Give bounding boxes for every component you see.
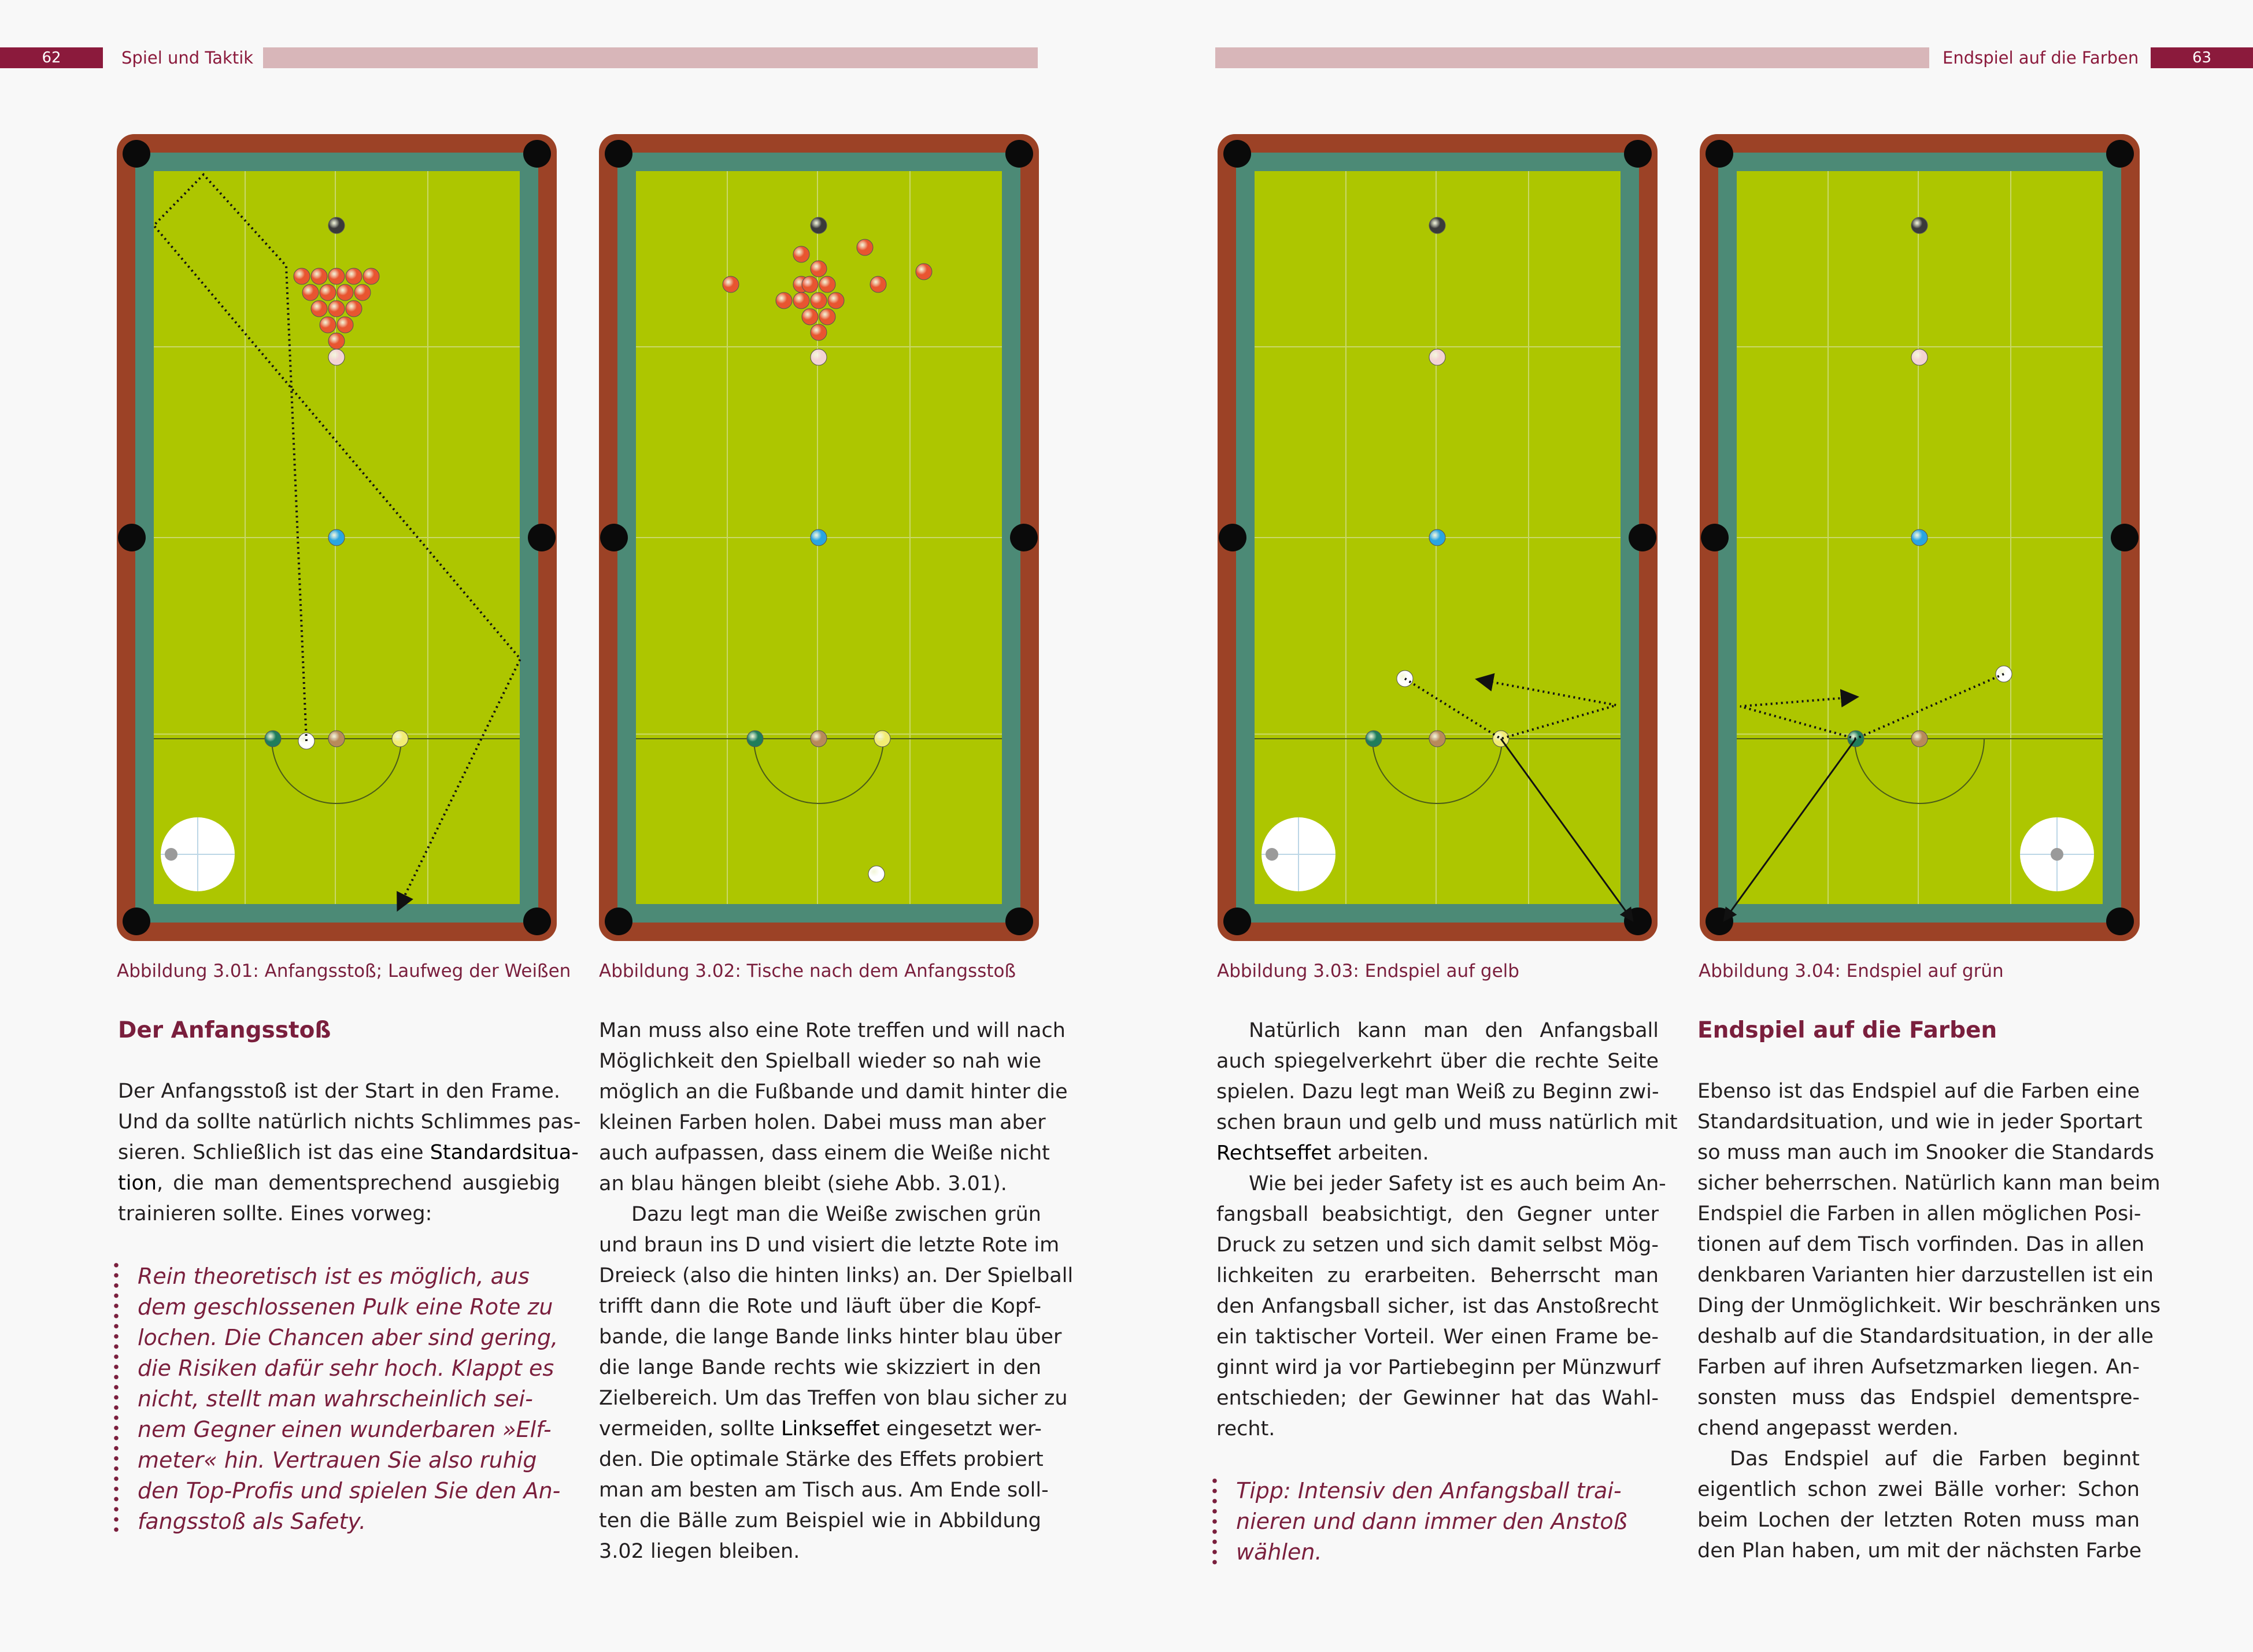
section-heading-endspiel: Endspiel auf die Farben	[1697, 1017, 1997, 1043]
black-ball	[811, 217, 827, 234]
text-line	[1216, 1138, 1659, 1169]
pull-quote	[138, 1261, 560, 1537]
quote-line: nicht, stellt man wahrscheinlich sei-	[138, 1386, 533, 1412]
text-line: ein taktischer Vorteil. Wer einen Frame be-	[1216, 1325, 1659, 1349]
red-ball	[363, 268, 379, 284]
quote-line: lochen. Die Chancen aber sind gering,	[138, 1325, 558, 1350]
snooker-table-4	[1699, 133, 2141, 942]
tip-line: wählen.	[1236, 1539, 1322, 1565]
text-line: spielen. Dazu legt man Weiß zu Beginn zwi-	[1216, 1080, 1659, 1103]
quote-dot-rule	[114, 1260, 119, 1535]
text-line: ginnt wird ja vor Partiebeginn per Münzwurf	[1216, 1356, 1660, 1379]
text-line: möglich an die Fußbande und damit hinter die	[599, 1080, 1068, 1103]
red-ball	[802, 276, 818, 292]
tip-line: nieren und dann immer den Anstoß	[1236, 1509, 1627, 1534]
red-ball	[916, 264, 932, 280]
running-title-left: Spiel und Taktik	[121, 48, 254, 68]
text-line: Ding der Unmöglichkeit. Wir beschränken uns	[1697, 1294, 2161, 1317]
pocket	[2106, 140, 2134, 168]
red-ball	[857, 239, 873, 255]
red-ball	[294, 268, 310, 284]
text-line: auch aufpassen, dass einem die Weiße nicht	[599, 1142, 1050, 1165]
text-line: die lange Bande rechts wie skizziert in den	[599, 1356, 1041, 1379]
text-line: entschieden; der Gewinner hat das Wahl-	[1216, 1387, 1659, 1410]
pocket	[1223, 140, 1251, 168]
pocket	[1005, 908, 1033, 935]
text-fragment: sieren. Schließlich ist das eine	[118, 1141, 430, 1164]
text-line: trifft dann die Rote und läuft über die Kopf-	[599, 1295, 1041, 1318]
text-line: bande, die lange Bande links hinter blau über	[599, 1325, 1062, 1349]
pocket	[605, 908, 632, 935]
blue-ball	[328, 529, 345, 546]
pink-ball	[1911, 349, 1928, 365]
red-ball	[320, 284, 336, 301]
pocket	[1219, 524, 1246, 551]
text-line: Dazu legt man die Weiße zwischen grün	[631, 1203, 1041, 1226]
red-ball	[870, 276, 886, 292]
text-line: 3.02 liegen bleiben.	[599, 1540, 800, 1563]
text-line: an blau hängen bleibt (siehe Abb. 3.01).	[599, 1172, 1007, 1195]
text-line: Der Anfangsstoß ist der Start in den Frame.	[118, 1080, 560, 1103]
text-line: recht.	[1216, 1417, 1275, 1440]
pocket	[1005, 140, 1033, 168]
red-ball	[793, 246, 809, 262]
snooker-table-1	[116, 133, 558, 942]
page-number-right: 63	[2151, 47, 2253, 68]
text-line: Dreieck (also die hinten links) an. Der Spielball	[599, 1264, 1074, 1287]
pocket	[523, 908, 551, 935]
snooker-table-3	[1216, 133, 1659, 942]
quote-line: fangsstoß als Safety.	[138, 1509, 367, 1534]
text-line: Wie bei jeder Safety ist es auch beim An-	[1249, 1172, 1666, 1195]
text-line: den. Die optimale Stärke des Effets probiert	[599, 1448, 1044, 1471]
blue-ball	[1429, 529, 1445, 546]
text-line: lichkeiten zu erarbeiten. Beherrscht man	[1216, 1264, 1659, 1287]
red-ball	[311, 301, 327, 317]
figure-caption-4: Abbildung 3.04: Endspiel auf grün	[1699, 961, 2004, 981]
text-line: Ebenso ist das Endspiel auf die Farben eine	[1697, 1080, 2140, 1103]
text-line: eigentlich schon zwei Bälle vorher: Schon	[1697, 1478, 2140, 1501]
running-title-right: Endspiel auf die Farben	[1943, 48, 2139, 68]
tip-line: Tipp: Intensiv den Anfangsball trai-	[1236, 1478, 1622, 1503]
green-ball	[265, 731, 281, 747]
section-heading-anfangsstoss: Der Anfangsstoß	[118, 1017, 331, 1043]
red-ball	[311, 268, 327, 284]
quote-line: den Top-Profis und spielen Sie den An-	[138, 1478, 561, 1503]
blue-ball	[811, 529, 827, 546]
red-ball	[811, 292, 827, 309]
contact-point	[165, 848, 177, 861]
header-bar-left	[263, 47, 1038, 68]
text-line: den Anfangsball sicher, ist das Anstoßrecht	[1216, 1295, 1659, 1318]
text-line	[599, 1414, 1041, 1444]
keyword-standardsituation-end: tion	[118, 1172, 157, 1195]
black-ball	[1911, 217, 1928, 234]
text-line: auch spiegelverkehrt über die rechte Seite	[1216, 1050, 1659, 1073]
pocket	[1706, 908, 1733, 935]
red-ball	[776, 292, 792, 309]
red-ball	[328, 268, 345, 284]
text-line: Und da sollte natürlich nichts Schlimmes pas-	[118, 1110, 581, 1134]
text-line: Natürlich kann man den Anfangsball	[1249, 1019, 1659, 1042]
red-ball	[346, 301, 362, 317]
red-ball	[320, 317, 336, 333]
pocket	[605, 140, 632, 168]
red-ball	[354, 284, 371, 301]
pink-ball	[1429, 349, 1445, 365]
body-text-col2	[599, 1016, 1074, 1567]
pocket	[523, 140, 551, 168]
red-ball	[819, 276, 835, 292]
brown-ball	[1429, 731, 1445, 747]
text-line: beim Lochen der letzten Roten muss man	[1697, 1509, 2140, 1532]
red-ball	[302, 284, 319, 301]
body-text-col3	[1216, 1016, 1678, 1444]
red-ball	[328, 333, 345, 349]
text-fragment: vermeiden, sollte	[599, 1417, 782, 1440]
tip-dot-rule	[1212, 1476, 1217, 1568]
keyword-rechtseffet: Rechtseffet	[1216, 1142, 1331, 1165]
text-line: fangsball beabsichtigt, den Gegner unter	[1216, 1203, 1659, 1226]
blue-ball	[1911, 529, 1928, 546]
pocket	[1701, 524, 1729, 551]
red-ball	[346, 268, 362, 284]
text-line: Farben auf ihren Aufsetzmarken liegen. An-	[1697, 1355, 2140, 1379]
red-ball	[337, 317, 353, 333]
text-line: sicher beherrschen. Natürlich kann man beim	[1697, 1172, 2160, 1195]
header-bar-right	[1215, 47, 1929, 68]
figure-caption-2: Abbildung 3.02: Tische nach dem Anfangsstoß	[599, 961, 1016, 981]
text-line: kleinen Farben holen. Dabei muss man aber	[599, 1111, 1046, 1134]
text-line: ten die Bälle zum Beispiel wie in Abbildung	[599, 1509, 1041, 1532]
body-text-col1	[118, 1076, 581, 1229]
red-ball	[723, 276, 739, 292]
pocket	[2106, 908, 2134, 935]
figure-caption-1: Abbildung 3.01: Anfangsstoß; Laufweg der Weißen	[117, 961, 571, 981]
text-line: Das Endspiel auf die Farben beginnt	[1730, 1447, 2140, 1470]
text-line: schen braun und gelb und muss natürlich mit	[1216, 1111, 1678, 1134]
figure-caption-3: Abbildung 3.03: Endspiel auf gelb	[1217, 961, 1519, 981]
text-line: chend angepasst werden.	[1697, 1417, 1959, 1440]
pocket	[118, 524, 146, 551]
keyword-linkseffet: Linkseffet	[781, 1417, 880, 1440]
black-ball	[328, 217, 345, 234]
red-ball	[793, 292, 809, 309]
yellow-ball	[392, 731, 408, 747]
contact-point	[1266, 848, 1278, 861]
pocket	[1223, 908, 1251, 935]
green-ball	[747, 731, 763, 747]
contact-point	[2051, 848, 2063, 861]
text-line	[118, 1138, 579, 1168]
yellow-ball	[874, 731, 890, 747]
text-line: Möglichkeit den Spielball wieder so nah wie	[599, 1050, 1041, 1073]
red-ball	[811, 324, 827, 340]
pocket	[1624, 908, 1652, 935]
quote-line: die Risiken dafür sehr hoch. Klappt es	[138, 1355, 554, 1381]
red-ball	[819, 309, 835, 325]
text-line: den Plan haben, um mit der nächsten Farbe	[1697, 1539, 2142, 1562]
cue-ball	[868, 866, 885, 882]
red-ball	[337, 284, 353, 301]
black-ball	[1429, 217, 1445, 234]
text-line: man am besten am Tisch aus. Am Ende soll-	[599, 1479, 1049, 1502]
pocket	[1624, 140, 1652, 168]
pink-ball	[328, 349, 345, 365]
brown-ball	[811, 731, 827, 747]
pocket	[1010, 524, 1038, 551]
text-line: Zielbereich. Um das Treffen von blau sicher zu	[599, 1387, 1068, 1410]
quote-line: dem geschlossenen Pulk eine Rote zu	[138, 1294, 553, 1320]
text-line: Standardsituation, und wie in jeder Sportart	[1697, 1110, 2143, 1134]
pocket	[1706, 140, 1733, 168]
pink-ball	[811, 349, 827, 365]
page-number-left: 62	[0, 47, 103, 68]
text-line: denkbaren Varianten hier darzustellen ist ein	[1697, 1264, 2154, 1287]
green-ball	[1366, 731, 1382, 747]
body-text-col4	[1697, 1076, 2161, 1566]
pocket	[123, 140, 150, 168]
pocket	[1629, 524, 1656, 551]
quote-line: meter« hin. Vertrauen Sie also ruhig	[138, 1447, 537, 1473]
pocket	[528, 524, 556, 551]
text-line: und braun ins D und visiert die letzte Rote im	[599, 1234, 1060, 1257]
keyword-standardsituation: Standardsitua-	[430, 1141, 579, 1164]
text-line: Druck zu setzen und sich damit selbst Mög-	[1216, 1234, 1659, 1257]
pocket	[600, 524, 628, 551]
red-ball	[328, 301, 345, 317]
snooker-table-2	[598, 133, 1040, 942]
text-line: deshalb auf die Standardsituation, in der alle	[1697, 1325, 2154, 1348]
pocket	[2111, 524, 2139, 551]
text-fragment: eingesetzt wer-	[879, 1417, 1042, 1440]
red-ball	[811, 261, 827, 277]
text-line: trainieren sollte. Eines vorweg:	[118, 1202, 432, 1225]
text-line: sonsten muss das Endspiel dementspre-	[1697, 1386, 2140, 1409]
tip-box	[1236, 1476, 1627, 1568]
red-ball	[828, 292, 844, 309]
red-ball	[802, 309, 818, 325]
text-line: so muss man auch im Snooker die Standards	[1697, 1141, 2154, 1164]
text-line: Endspiel die Farben in allen möglichen Posi-	[1697, 1202, 2141, 1225]
text-fragment: , die man dementsprechend ausgiebig	[157, 1172, 560, 1195]
brown-ball	[1911, 731, 1928, 747]
quote-line: Rein theoretisch ist es möglich, aus	[138, 1264, 530, 1289]
text-line: Man muss also eine Rote treffen und will nach	[599, 1019, 1066, 1042]
quote-line: nem Gegner einen wunderbaren »Elf-	[138, 1417, 552, 1442]
pocket	[123, 908, 150, 935]
text-line	[118, 1168, 560, 1199]
text-line: tionen auf dem Tisch vorfinden. Das in allen	[1697, 1233, 2145, 1256]
text-fragment: arbeiten.	[1331, 1142, 1429, 1165]
brown-ball	[328, 731, 345, 747]
